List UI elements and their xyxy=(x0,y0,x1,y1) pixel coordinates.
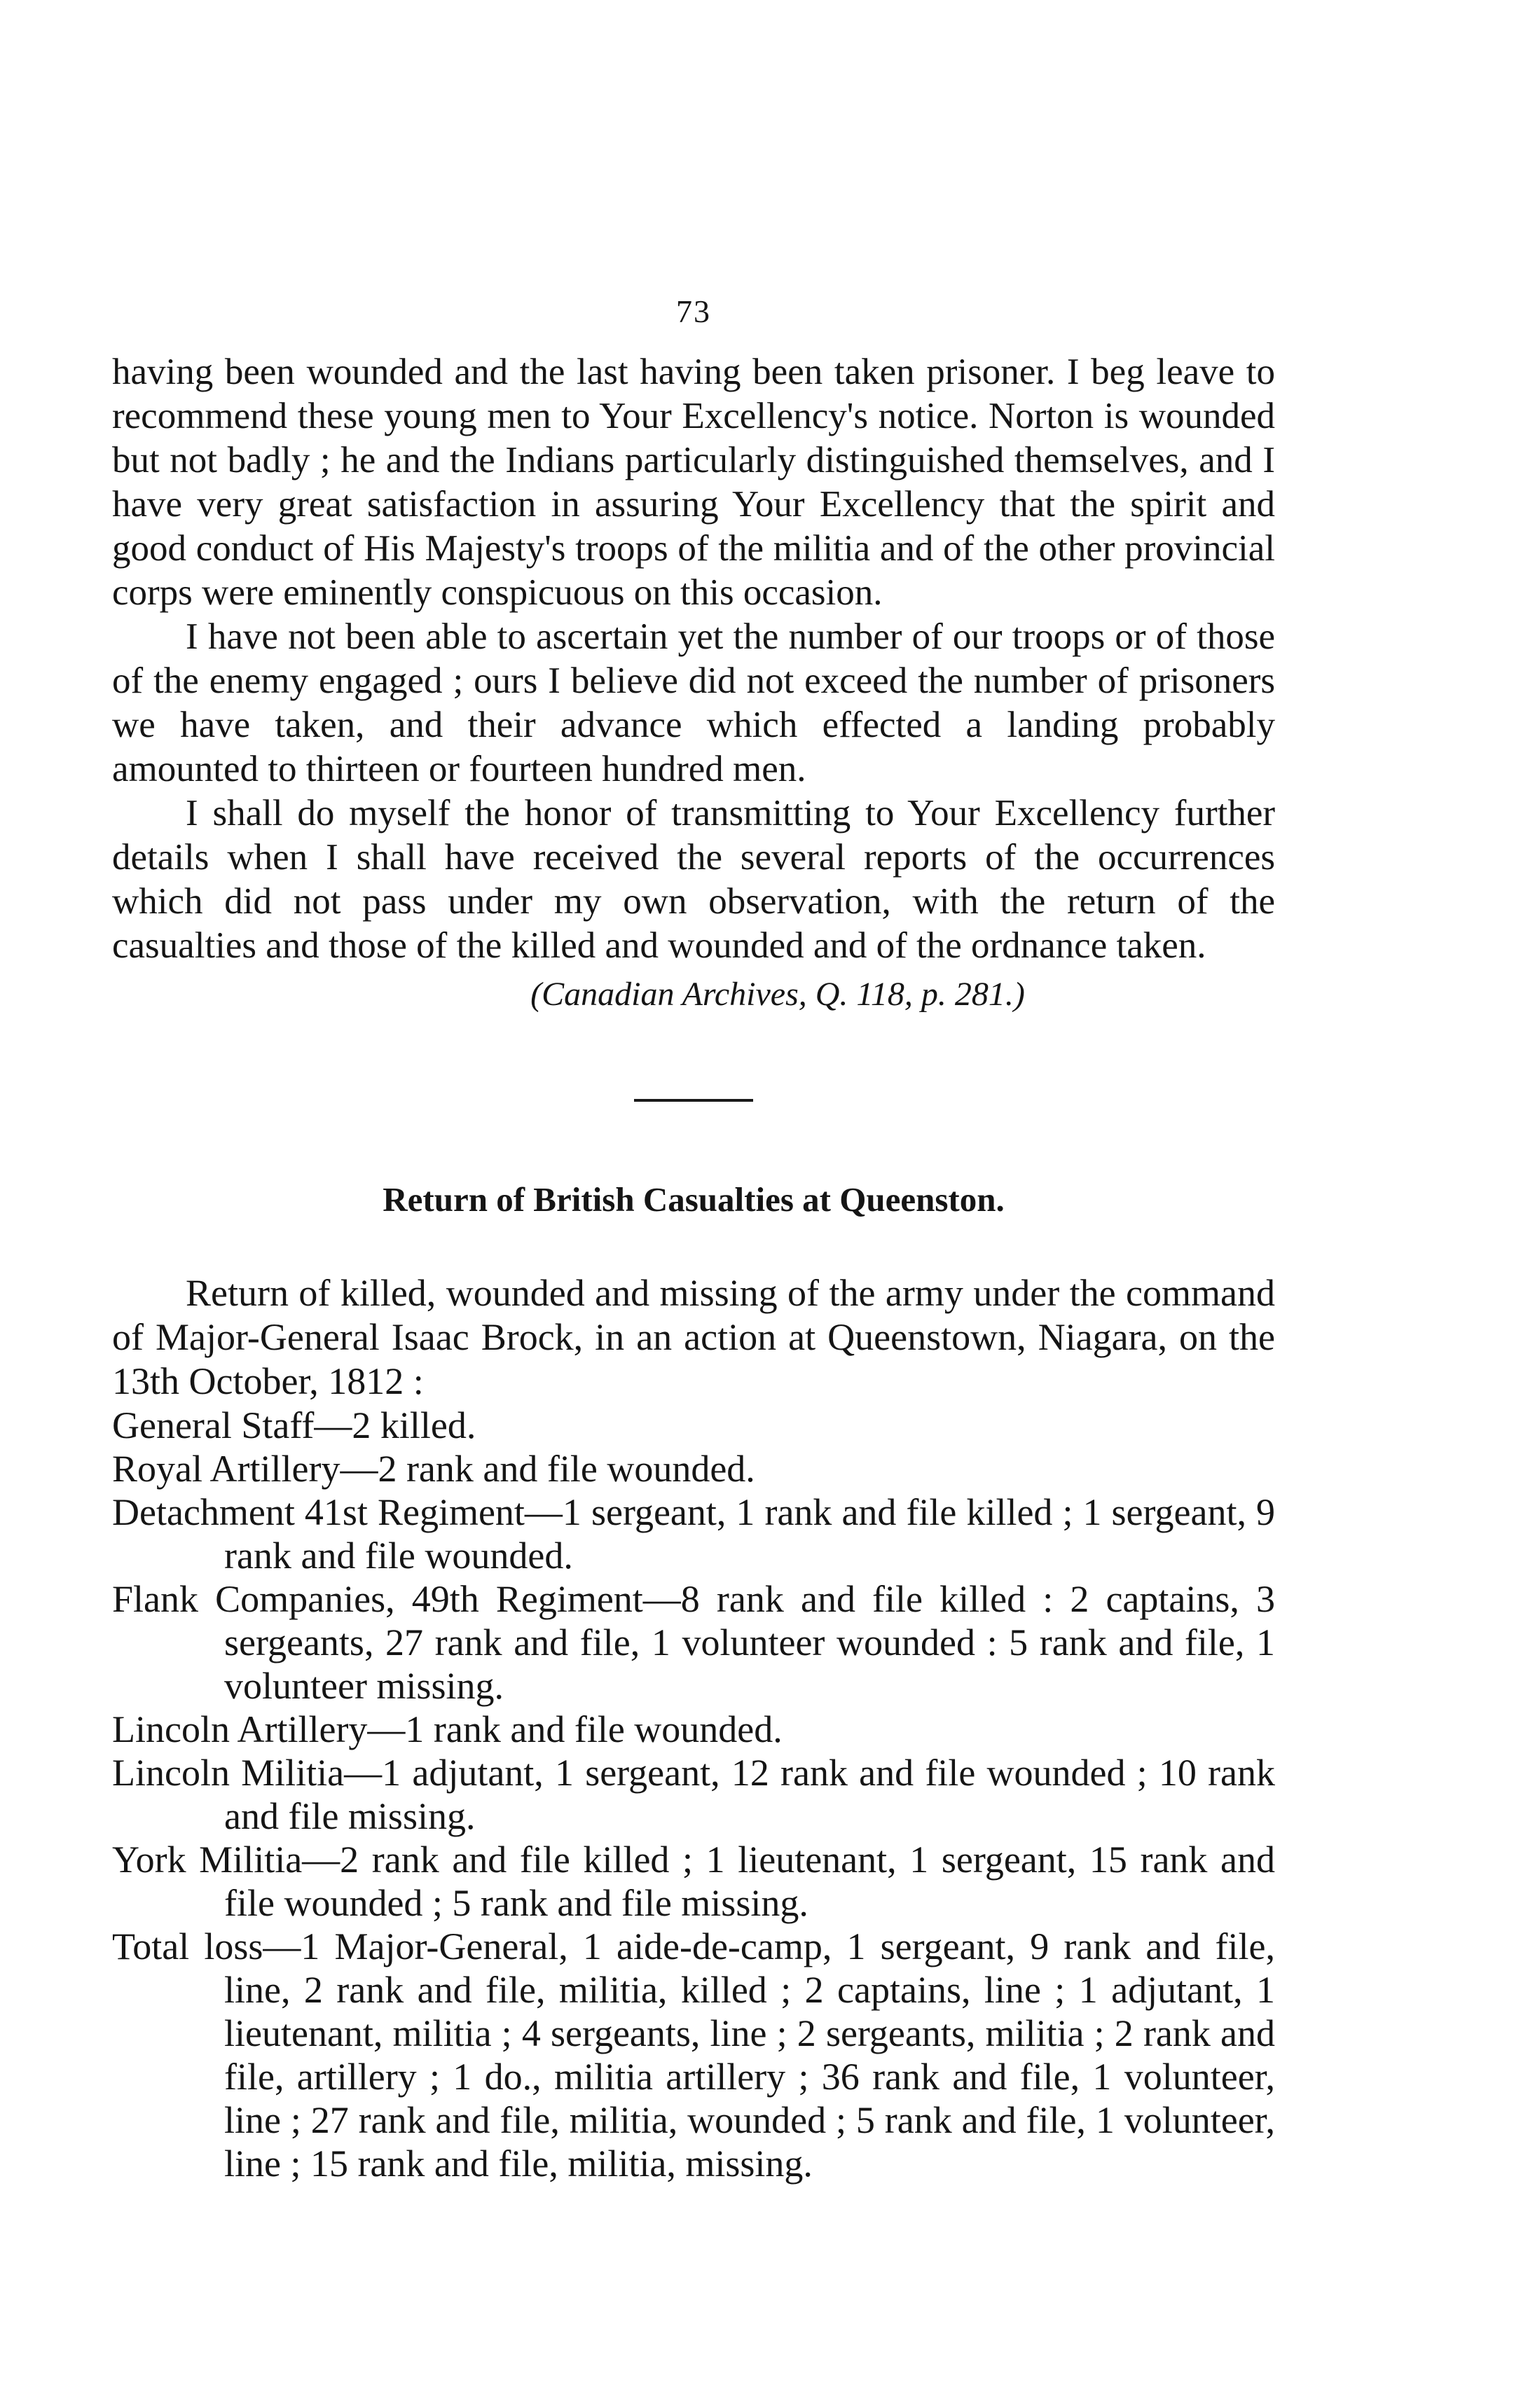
casualty-entry-total-loss: Total loss—1 Major-General, 1 aide-de-camp, 1 sergeant, 9 rank and file, line, 2 rank and file, militia, killed ; 2 captains, line ; 1 adjutant, 1 lieutenant, militia ; 4 sergeants, line ; 2 sergeants, militia ; 2 rank and file, artillery ; 1 do., militia artillery ; 36 rank and file, 1 volunteer, line ; 27 rank and file, militia, wounded ; 5 rank and file, 1 volunteer, line ; 15 rank and file, militia, missing. xyxy=(112,1925,1275,2185)
casualty-entry-lincoln-artillery: Lincoln Artillery—1 rank and file wounded. xyxy=(112,1708,783,1750)
document-page xyxy=(112,0,1275,2408)
paragraph-troop-numbers: I have not been able to ascertain yet the number of our troops or of those of the enemy engaged ; ours I believe did not exceed the number of prisoners we have taken, and their advance which effected a landing probably amounted to thirteen or fourteen hundred men. xyxy=(112,616,1275,789)
return-intro: Return of killed, wounded and missing of the army under the command of Major-General Isaac Brock, in an action at Queenstown, Niagara, on the 13th October, 1812 : xyxy=(112,1272,1275,1402)
body-text xyxy=(112,350,1275,2185)
casualty-list xyxy=(112,1404,1275,2185)
casualty-entry-lincoln-militia: Lincoln Militia—1 adjutant, 1 sergeant, 12 rank and file wounded ; 10 rank and file missing. xyxy=(112,1752,1275,1837)
casualty-entry-general-staff: General Staff—2 killed. xyxy=(112,1404,476,1446)
casualty-entry-41st-regiment: Detachment 41st Regiment—1 sergeant, 1 rank and file killed ; 1 sergeant, 9 rank and file wounded. xyxy=(112,1491,1275,1577)
casualty-entry-49th-regiment: Flank Companies, 49th Regiment—8 rank and file killed : 2 captains, 3 sergeants, 27 rank and file, 1 volunteer wounded : 5 rank and file, 1 volunteer missing. xyxy=(112,1578,1275,1707)
paragraph-continued: having been wounded and the last having been taken prisoner. I beg leave to recommend these young men to Your Excellency's notice. Norton is wounded but not badly ; he and the Indians particularly distinguished themselves, and I have very great satisfaction in assuring Your Excellency that the spirit and good conduct of His Majesty's troops of the militia and of the other provincial corps were eminently conspicuous on this occasion. xyxy=(112,352,1275,613)
casualty-entry-york-militia: York Militia—2 rank and file killed ; 1 lieutenant, 1 sergeant, 15 rank and file wounded ; 5 rank and file missing. xyxy=(112,1839,1275,1924)
paragraph-further-details: I shall do myself the honor of transmitting to Your Excellency further details when I shall have received the several reports of the occurrences which did not pass under my own observation, with the return of the casualties and those of the killed and wounded and of the ordnance taken. xyxy=(112,793,1275,966)
section-divider xyxy=(634,1099,753,1102)
section-heading: Return of British Casualties at Queenston. xyxy=(383,1180,1005,1219)
archive-citation: (Canadian Archives, Q. 118, p. 281.) xyxy=(530,976,1025,1013)
page-number: 73 xyxy=(676,293,711,329)
casualty-entry-royal-artillery: Royal Artillery—2 rank and file wounded. xyxy=(112,1448,755,1490)
